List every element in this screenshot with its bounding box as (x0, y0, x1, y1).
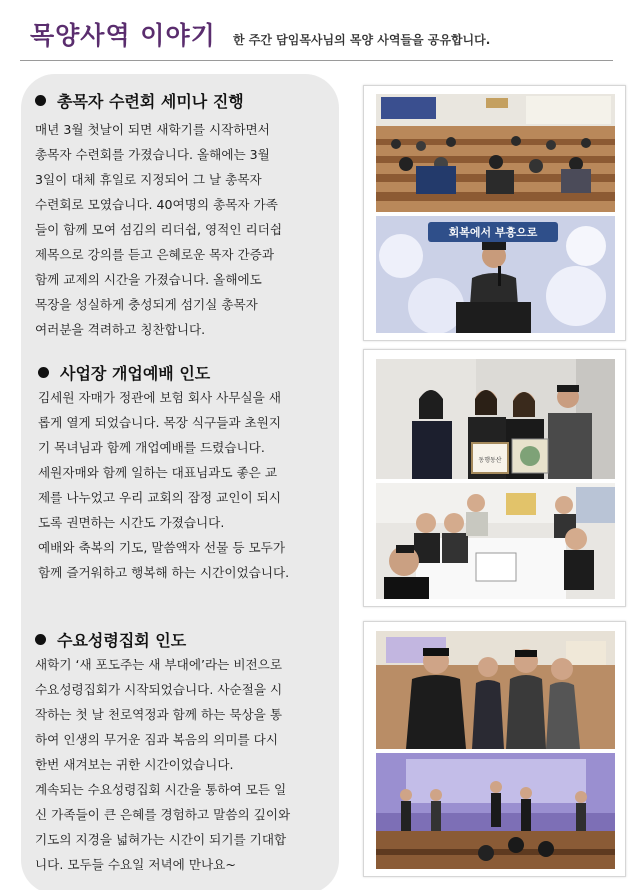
body-line: 여러분을 격려하고 칭찬합니다. (35, 322, 206, 337)
photo-worship-stage (376, 753, 615, 869)
body-line: 목장을 성실하게 충성되게 섬기실 총목자 (35, 297, 258, 312)
body-line: 김세원 자매가 정관에 보험 회사 사무실을 새 (38, 390, 281, 405)
section-title (35, 628, 186, 651)
body-line: 작하는 첫 날 천로역정과 함께 하는 묵상을 통 (35, 707, 283, 722)
body-line: 세원자매와 함께 일하는 대표님과도 좋은 교 (38, 465, 277, 480)
bullet-icon (35, 95, 46, 106)
photo-group-opening (363, 349, 626, 607)
body-line: 매년 3월 첫날이 되면 새학기를 시작하면서 (35, 122, 270, 137)
body-line: 기 목녀님과 함께 개업예배를 드렸습니다. (38, 440, 265, 455)
page-header (0, 0, 633, 62)
banner-text: 회복에서 부흥으로 (448, 226, 538, 239)
body-line: 새학기 ‘새 포도주는 새 부대에’라는 비전으로 (35, 657, 283, 672)
photo-group-portrait (376, 359, 615, 479)
body-line: 예배와 축복의 기도, 말씀액자 선물 등 모두가 (38, 540, 286, 555)
page-subtitle: 한 주간 담임목사님의 목양 사역들을 공유합니다. (233, 33, 491, 47)
body-line: 함께 즐거워하고 행복해 하는 시간이었습니다. (38, 565, 290, 580)
body-line: 니다. 모두들 수요일 저녁에 만나요~ (35, 857, 236, 872)
body-line: 하여 인생의 무거운 짐과 복음의 의미를 다시 (35, 732, 278, 747)
body-line: 한번 새겨보는 귀한 시간이었습니다. (35, 757, 234, 772)
body-line: 총목자 수련회를 가졌습니다. 올해에는 3월 (35, 147, 270, 162)
section-wednesday-service (35, 628, 291, 872)
section-title-text: 사업장 개업예배 인도 (60, 364, 211, 383)
body-line: 롭게 열게 되었습니다. 목장 식구들과 초원지 (38, 415, 281, 430)
body-line: 들이 함께 모여 섬김의 리더쉽, 영적인 리더쉽 (35, 222, 283, 237)
section-title (35, 89, 244, 112)
header-divider (20, 60, 613, 61)
bullet-icon (38, 367, 49, 378)
body-line: 제목으로 강의를 듣고 은혜로운 목자 간증과 (35, 247, 274, 262)
page-title: 목양사역 이야기 (30, 21, 216, 50)
body-line: 3일이 대체 휴일로 지정되어 그 날 총목자 (35, 172, 262, 187)
bullet-icon (35, 634, 46, 645)
section-title (38, 361, 210, 384)
section-body (35, 117, 282, 342)
photo-table-fellowship (376, 483, 615, 599)
photo-speaker-stage (376, 216, 615, 333)
body-line: 수요성령집회가 시작되었습니다. 사순절을 시 (35, 682, 283, 697)
body-line: 제를 나누었고 우리 교회의 잠정 교인이 되시 (38, 490, 281, 505)
section-retreat-seminar (35, 89, 283, 337)
body-line: 계속되는 수요성령집회 시간을 통하여 모든 일 (35, 782, 287, 797)
section-business-opening (38, 361, 290, 580)
body-line: 함께 교제의 시간을 가졌습니다. 올해에도 (35, 272, 262, 287)
body-line: 도록 권면하는 시간도 가졌습니다. (38, 515, 225, 530)
section-title-text: 수요성령집회 인도 (57, 631, 187, 650)
frame-gift-text: 동행동산 (478, 457, 502, 464)
section-body (38, 385, 289, 585)
photo-four-men (376, 631, 615, 749)
section-body (35, 652, 290, 877)
photo-group-wednesday (363, 621, 626, 877)
section-title-text: 총목자 수련회 세미나 진행 (57, 92, 244, 111)
body-line: 신 가족들이 큰 은혜를 경험하고 말씀의 깊이와 (35, 807, 291, 822)
body-line: 수련회로 모였습니다. 40여명의 총목자 가족 (35, 197, 278, 212)
body-line: 기도의 지경을 넓혀가는 시간이 되기를 기대합 (35, 832, 287, 847)
photo-hall-audience (376, 94, 615, 212)
photo-group-retreat (363, 85, 626, 341)
